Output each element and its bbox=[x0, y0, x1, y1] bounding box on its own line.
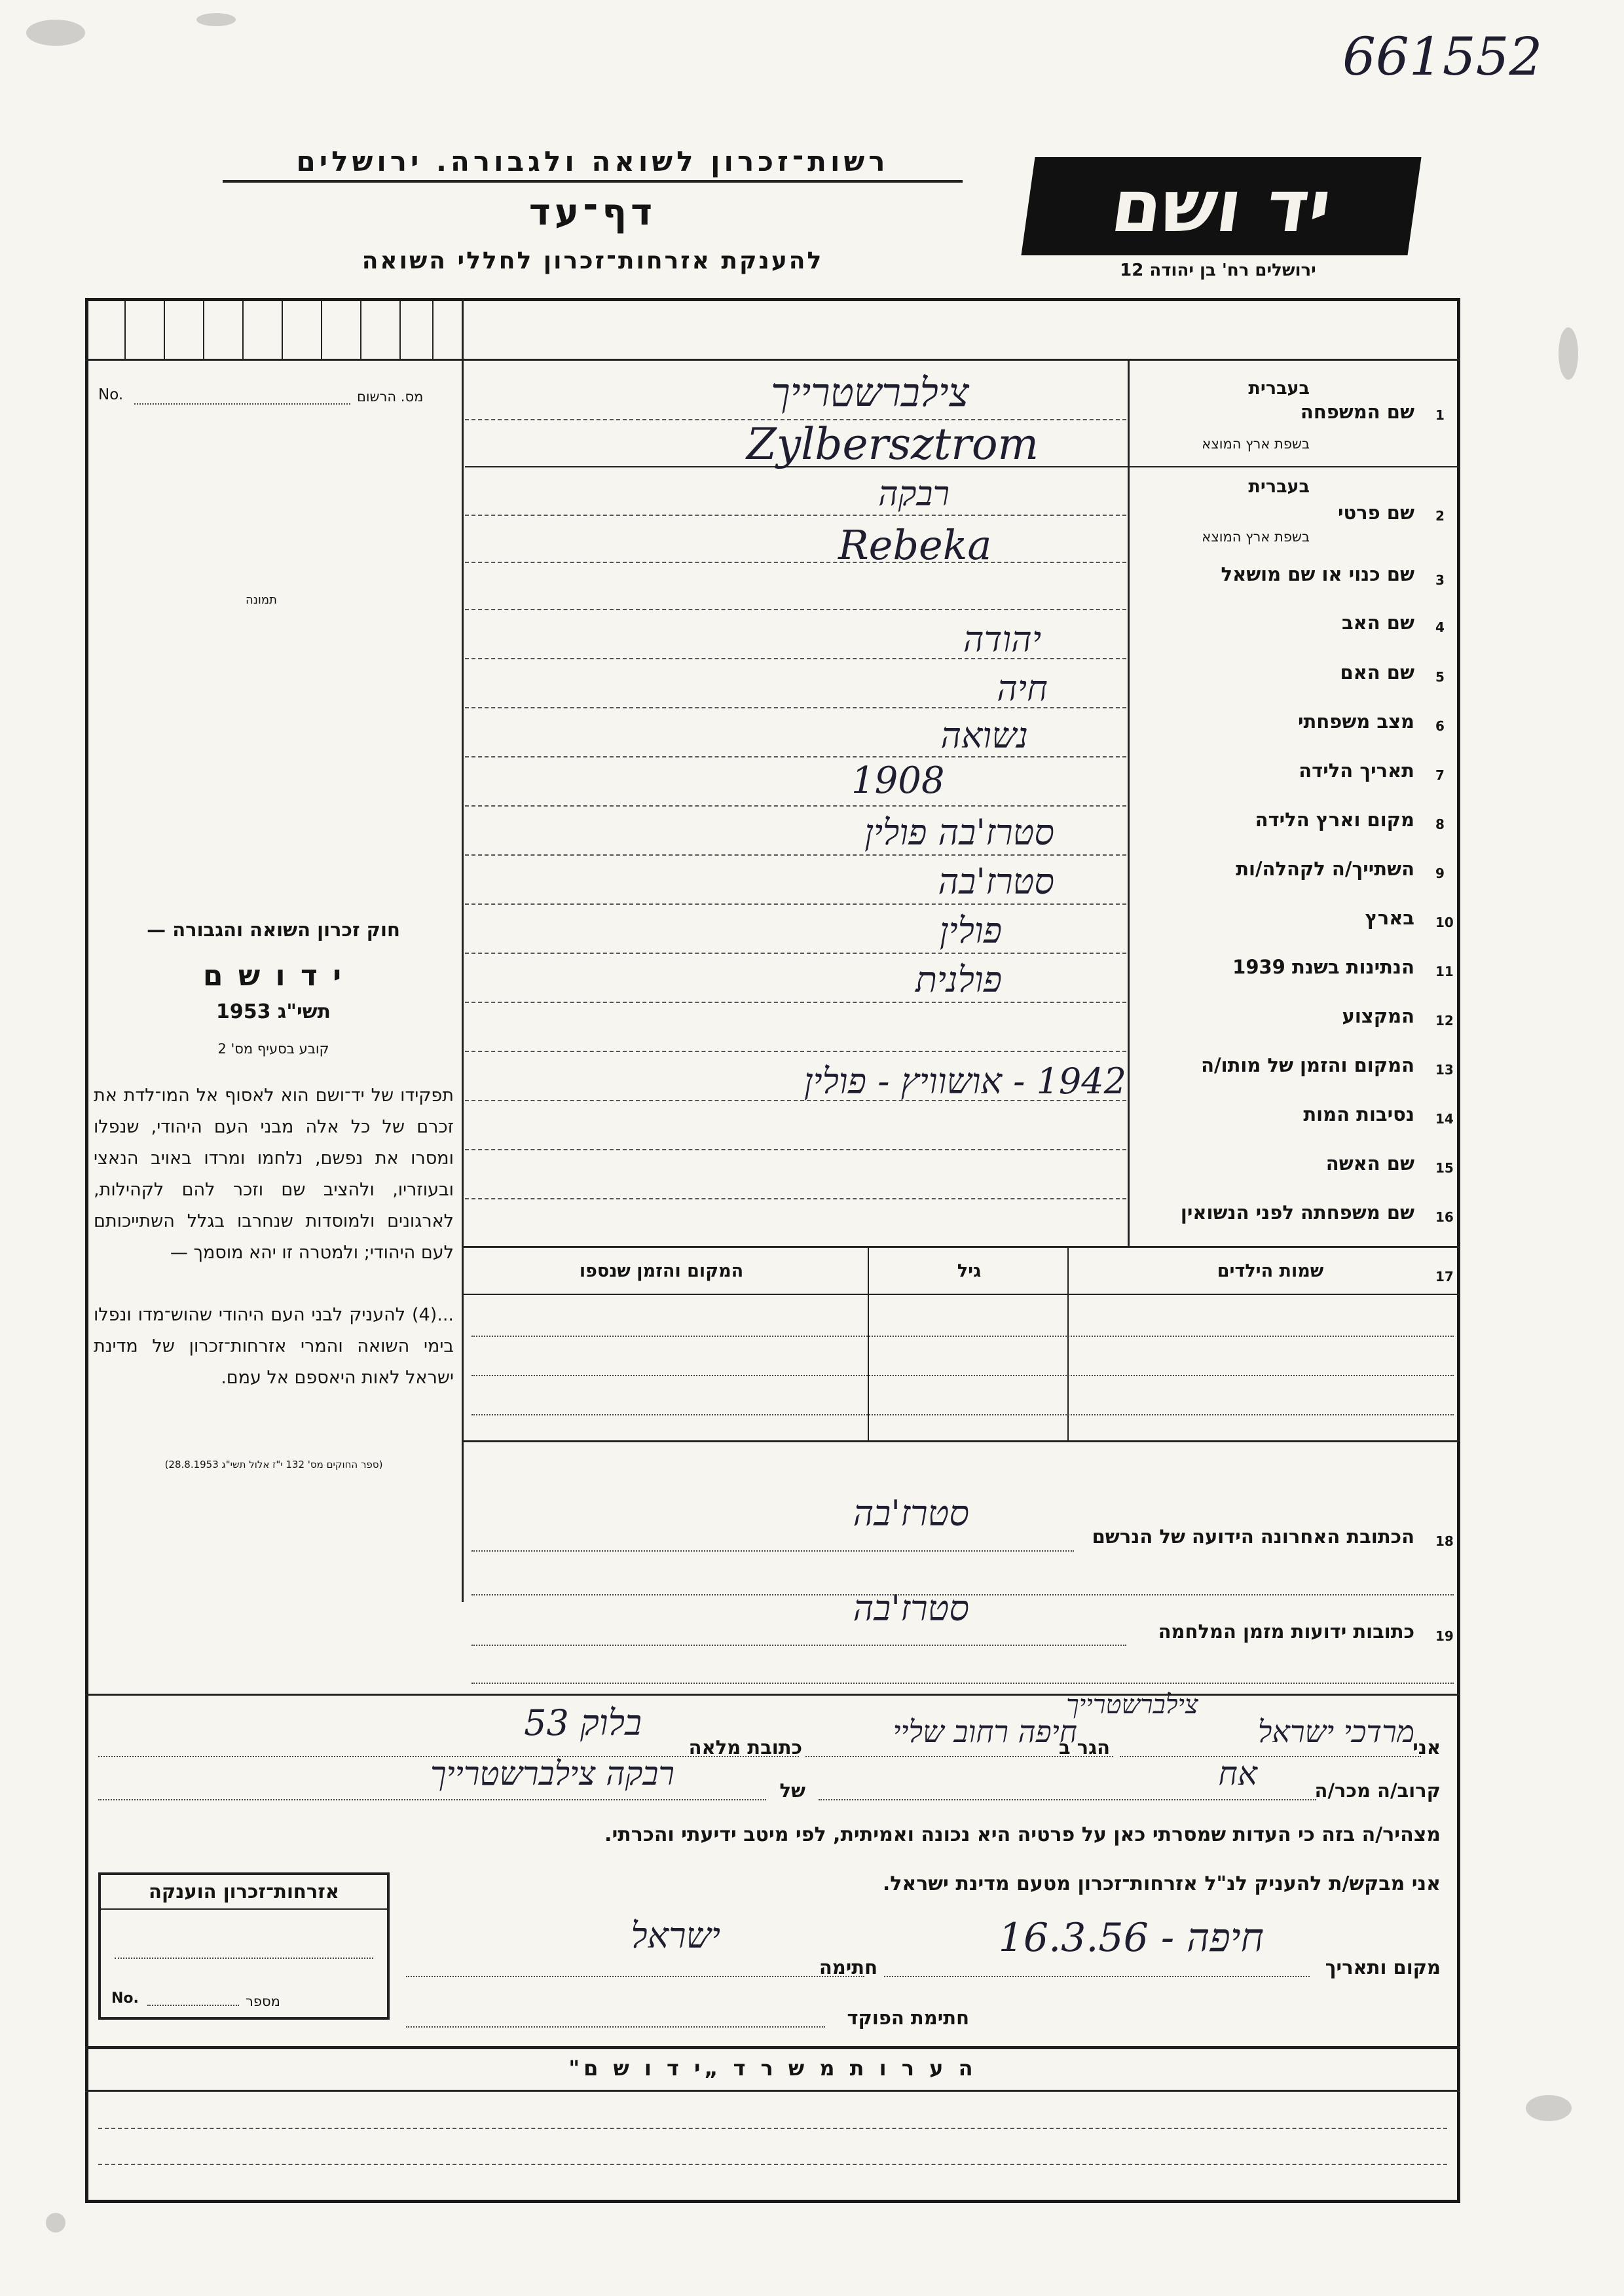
wartime-addresses-label: כתובות ידועות מזמן המלחמה bbox=[1158, 1620, 1414, 1643]
ruled-line bbox=[465, 953, 1126, 954]
tick-box bbox=[203, 301, 204, 359]
ruled-line bbox=[465, 805, 1126, 807]
notes-rule bbox=[85, 2090, 1460, 2092]
field-number: 5 bbox=[1435, 669, 1445, 685]
community-label: השתייך/ה לקהלה/ות bbox=[1236, 858, 1414, 880]
wife-name-label: שם האשה bbox=[1325, 1152, 1414, 1175]
place-date-value[interactable]: חיפה - 16.3.56 bbox=[998, 1915, 1264, 1961]
wartime-addresses-line[interactable] bbox=[471, 1645, 1126, 1646]
table-row[interactable] bbox=[471, 1336, 1454, 1337]
field-number: 7 bbox=[1435, 767, 1445, 783]
logo-address: ירושלים רח' בן יהודה 12 bbox=[1120, 261, 1316, 280]
photo-label: תמונה bbox=[246, 593, 277, 607]
father-name-value[interactable]: יהודה bbox=[963, 619, 1041, 660]
children-names-header: שמות הילדים bbox=[1217, 1261, 1324, 1281]
field-number: 6 bbox=[1435, 718, 1445, 734]
ruled-line bbox=[471, 1683, 1454, 1684]
children-table-top bbox=[462, 1246, 1460, 1248]
declarant-surname[interactable]: צילברשטרייך bbox=[1066, 1690, 1198, 1720]
death-place-time-value[interactable]: 1942 - אושוויץ - פולין bbox=[803, 1061, 1126, 1102]
registration-line[interactable] bbox=[134, 403, 350, 405]
ruled-line bbox=[465, 854, 1126, 856]
declarant-name-line[interactable] bbox=[1120, 1756, 1421, 1757]
yad-vashem-logo: יד ושם bbox=[1021, 157, 1421, 255]
citizenship-number-label: מספר bbox=[246, 1994, 280, 2009]
field-number: 14 bbox=[1435, 1111, 1454, 1127]
form-subtitle: להענקת אזרחות־זכרון לחללי השואה bbox=[361, 247, 824, 274]
last-address-label: הכתובת האחרונה הידועה של הנרשם bbox=[1092, 1525, 1414, 1548]
citizenship-box-line[interactable] bbox=[115, 1958, 373, 1959]
tick-box bbox=[432, 301, 434, 359]
hebrew-sub-label: בעברית bbox=[1248, 477, 1310, 497]
section-divider bbox=[85, 1694, 1460, 1696]
resides-label: הגר ב bbox=[1058, 1736, 1110, 1758]
relation-value[interactable]: אח bbox=[1218, 1755, 1257, 1793]
signature-value[interactable]: ישראל bbox=[631, 1915, 720, 1956]
field-number: 10 bbox=[1435, 915, 1454, 930]
field-number: 15 bbox=[1435, 1160, 1454, 1176]
wartime-addresses-value[interactable]: סטרז'בה bbox=[853, 1588, 969, 1629]
ruled-line bbox=[465, 1051, 1126, 1052]
tick-box bbox=[399, 301, 401, 359]
birth-date-label: תאריך הלידה bbox=[1299, 759, 1414, 782]
declaration-statement-1: מצהיר/ה בזה כי העדות שמסרתי כאן על פרטיה היא נכונה ואמיתית, לפי מיטב ידיעתי והכרתי. bbox=[604, 1823, 1441, 1846]
scan-noise bbox=[46, 2213, 65, 2232]
column-divider bbox=[462, 298, 464, 1602]
first-name-latin[interactable]: Rebeka bbox=[838, 521, 992, 569]
official-signature-label: חתימת הפוקד bbox=[847, 2007, 969, 2029]
field-number: 4 bbox=[1435, 619, 1445, 635]
law-title: חוק זכרון השואה והגבורה — bbox=[147, 919, 400, 941]
first-name-label: שם פרטי bbox=[1337, 501, 1414, 524]
citizenship-box-title: אזרחות־זכרון הוענקה bbox=[148, 1880, 340, 1903]
resides-line[interactable] bbox=[805, 1756, 1113, 1757]
field-number: 12 bbox=[1435, 1013, 1454, 1029]
origin-language-sub-label: בשפת ארץ המוצא bbox=[1202, 529, 1310, 545]
declarant-name[interactable]: מרדכי ישראל bbox=[1257, 1714, 1414, 1749]
field-number: 19 bbox=[1435, 1628, 1454, 1644]
law-clause-ref: קובע בסעיף מס' 2 bbox=[217, 1041, 329, 1057]
archive-number: 661552 bbox=[1342, 26, 1543, 87]
field-number: 16 bbox=[1435, 1209, 1454, 1225]
death-place-time-label: המקום והזמן של מותו/ה bbox=[1201, 1054, 1414, 1076]
birth-place-value[interactable]: סטרז'בה פולין bbox=[864, 812, 1054, 853]
ruled-line bbox=[465, 1149, 1126, 1150]
label-column-divider bbox=[1128, 359, 1130, 1246]
field-number: 17 bbox=[1435, 1269, 1454, 1285]
profession-label: המקצוע bbox=[1342, 1005, 1414, 1027]
last-address-line[interactable] bbox=[471, 1550, 1074, 1552]
birth-place-label: מקום וארץ הלידה bbox=[1255, 809, 1414, 831]
country-label: בארץ bbox=[1365, 907, 1414, 929]
ruled-line bbox=[465, 903, 1126, 905]
registration-no-label: No. bbox=[98, 386, 124, 403]
table-row[interactable] bbox=[471, 1414, 1454, 1415]
ruled-line bbox=[465, 1198, 1126, 1199]
marital-status-label: מצב משפחתי bbox=[1297, 710, 1414, 733]
mother-name-value[interactable]: חיה bbox=[997, 668, 1048, 709]
marital-status-value[interactable]: נשואה bbox=[940, 715, 1028, 756]
death-place-time-header: המקום והזמן שנספו bbox=[579, 1261, 744, 1281]
tick-box bbox=[282, 301, 283, 359]
law-year: תשי"ג 1953 bbox=[215, 1000, 331, 1023]
field-number: 13 bbox=[1435, 1062, 1454, 1078]
declaration-statement-2: אני מבקש/ת להעניק לנ"ל אזרחות־זכרון מטעם מדינת ישראל. bbox=[882, 1872, 1441, 1895]
deceased-value[interactable]: רבקה צילברשטרייך bbox=[430, 1755, 674, 1793]
children-table-bottom bbox=[462, 1440, 1460, 1442]
family-name-label: שם המשפחה bbox=[1300, 401, 1414, 423]
family-name-hebrew[interactable]: צילברשטרייך bbox=[771, 370, 969, 416]
mother-name-label: שם האם bbox=[1340, 661, 1414, 683]
authority-title: רשות־זכרון לשואה ולגבורה. ירושלים bbox=[223, 145, 963, 183]
death-circumstances-label: נסיבות המות bbox=[1303, 1103, 1414, 1125]
field-number: 11 bbox=[1435, 964, 1454, 979]
place-date-label: מקום ותאריך bbox=[1325, 1956, 1441, 1978]
citizenship-number-line[interactable] bbox=[147, 2005, 239, 2006]
notes-divider bbox=[85, 2046, 1460, 2049]
nationality-label: הנתינות בשנת 1939 bbox=[1232, 956, 1414, 978]
father-name-label: שם האב bbox=[1341, 611, 1414, 634]
registration-label: מס. הרשום bbox=[357, 389, 424, 405]
law-paragraph-1: תפקידו של יד־ושם הוא לאסוף אל המו־לדת את זכרם של כל אלה מבני העם היהודי, שנפלו ומסרו את נפשם, נלחמו ומרדו באויב הנאצי ובעוזריו, ולהציב שם וזכר להם לקהילות, לארגונים ולמוסדות שנחרבו בגלל השתייכותם לעם היהודי; ולמטרה זו יהא מוסמך — bbox=[94, 1085, 454, 1263]
first-name-hebrew[interactable]: רבקה bbox=[878, 475, 950, 514]
origin-language-sub-label: בשפת ארץ המוצא bbox=[1202, 436, 1310, 452]
table-column-divider bbox=[1067, 1246, 1069, 1440]
field-number: 18 bbox=[1435, 1533, 1454, 1549]
full-address-label: כתובת מלאה bbox=[688, 1736, 802, 1758]
citizenship-box-rule bbox=[101, 1908, 387, 1910]
field-number: 1 bbox=[1435, 407, 1445, 423]
birth-date-value[interactable]: 1908 bbox=[851, 759, 945, 802]
relative-label: קרוב/ה מכר/ה bbox=[1314, 1779, 1441, 1802]
resides-value[interactable]: חיפה רחוב שליי bbox=[893, 1714, 1077, 1749]
ruled-line bbox=[465, 1002, 1126, 1003]
tick-box bbox=[124, 301, 126, 359]
law-paragraph-2: ...(4) להעניק לבני העם היהודי שהוש־מדו ונפלו בימי השואה והמרי אזרחות־זכרון של מדינת ישראל לאות היאספם אל עמם. bbox=[94, 1305, 454, 1388]
family-name-latin[interactable]: Zylbersztrom bbox=[747, 419, 1039, 469]
tick-box bbox=[321, 301, 322, 359]
tick-box bbox=[242, 301, 244, 359]
alias-label: שם כנוי או שם מושאל bbox=[1221, 563, 1414, 585]
notes-title: ה ע ר ו ת מ ש ר ד „י ד ו ש ם" bbox=[568, 2056, 977, 2081]
signature-label: חתימה bbox=[819, 1956, 877, 1978]
full-address-value[interactable]: בלוק 53 bbox=[524, 1702, 642, 1743]
scan-noise bbox=[1559, 327, 1578, 380]
tick-box bbox=[360, 301, 361, 359]
law-citation: (ספר החוקים מס' 132 י"ז אלול תשי"ג 28.8.1953) bbox=[164, 1459, 383, 1470]
scan-noise bbox=[196, 13, 236, 26]
table-row[interactable] bbox=[471, 1375, 1454, 1376]
age-header: גיל bbox=[957, 1261, 982, 1281]
of-label: של bbox=[779, 1779, 805, 1802]
ruled-line bbox=[465, 756, 1126, 757]
last-address-value[interactable]: סטרז'בה bbox=[853, 1493, 969, 1534]
ruled-line bbox=[465, 562, 1126, 563]
ruled-line bbox=[465, 609, 1126, 610]
notes-line[interactable] bbox=[98, 2164, 1447, 2165]
field-number: 3 bbox=[1435, 572, 1445, 588]
field-number: 8 bbox=[1435, 816, 1445, 832]
law-name: י ד ו ש ם bbox=[202, 959, 344, 993]
field-number: 9 bbox=[1435, 866, 1445, 881]
table-header-rule bbox=[462, 1294, 1460, 1295]
scan-noise bbox=[1526, 2095, 1572, 2121]
divider bbox=[85, 359, 1460, 361]
hebrew-sub-label: בעברית bbox=[1248, 378, 1310, 399]
nationality-value[interactable]: פולנית bbox=[915, 959, 1002, 1000]
table-column-divider bbox=[868, 1246, 869, 1440]
signature-line[interactable] bbox=[406, 1976, 864, 1977]
deceased-line[interactable] bbox=[98, 1799, 766, 1800]
community-value[interactable]: סטרז'בה bbox=[938, 861, 1054, 902]
form-title: דף־עד bbox=[528, 191, 657, 234]
scan-noise bbox=[26, 20, 85, 46]
place-date-line[interactable] bbox=[884, 1976, 1310, 1977]
declaration-ani: אני bbox=[1412, 1736, 1441, 1758]
field-number: 2 bbox=[1435, 508, 1445, 524]
citizenship-no-label: No. bbox=[111, 1990, 139, 2007]
wife-maiden-name-label: שם משפחתה לפני הנשואין bbox=[1180, 1201, 1414, 1224]
official-signature-line[interactable] bbox=[406, 2026, 825, 2028]
tick-box bbox=[164, 301, 165, 359]
relation-line[interactable] bbox=[819, 1799, 1316, 1800]
notes-line[interactable] bbox=[98, 2128, 1447, 2129]
country-value[interactable]: פולין bbox=[939, 910, 1002, 951]
ruled-line bbox=[465, 515, 1126, 516]
